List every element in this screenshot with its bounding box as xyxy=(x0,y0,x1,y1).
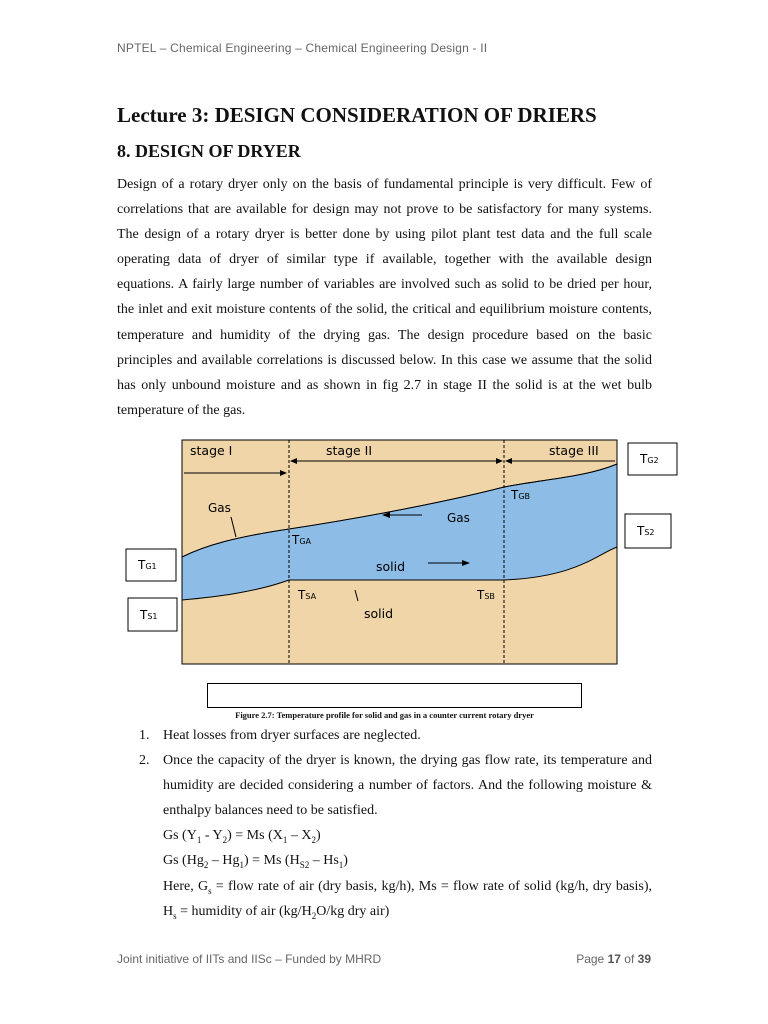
list-item-number: 1. xyxy=(139,728,150,743)
list-item-number: 2. xyxy=(139,753,150,769)
list-item-text: Heat losses from dryer surfaces are neglected. xyxy=(163,728,421,743)
figure-caption: Figure 2.7: Temperature profile for solid and gas in a counter current rotary dryer xyxy=(235,710,534,720)
figure-diagram xyxy=(126,437,678,667)
solid-flow-label: solid xyxy=(376,559,406,574)
page-number: Page 17 of 39 xyxy=(576,952,651,966)
tgb-label: TGB xyxy=(511,488,531,502)
tg2-label: TG2 xyxy=(640,452,659,466)
caption-frame xyxy=(207,683,582,708)
enthalpy-balance-equation: Gs $(Hg_2 - Hg_1) = Ms$ $(H_{S2} - Hs_1)$ xyxy=(163,853,348,871)
tsa-label: TSA xyxy=(298,588,317,602)
stage-1-label: stage I xyxy=(190,443,233,458)
tg1-label: TG1 xyxy=(138,558,157,572)
design-assumptions-list xyxy=(117,723,652,924)
running-header: NPTEL – Chemical Engineering – Chemical Engineering Design - II xyxy=(117,41,488,55)
lecture-title: Lecture 3: DESIGN CONSIDERATION OF DRIERS xyxy=(117,103,597,127)
list-item xyxy=(117,748,652,823)
footer-credit: Joint initiative of IITs and IISc – Funded by MHRD xyxy=(117,952,382,966)
list-item-text: Once the capacity of the dryer is known, the drying gas flow rate, its temperature and humidity are decided considering a number of factors. And the following moisture & enthalpy balances need to be satisfied. xyxy=(163,753,652,819)
tga-label: TGA xyxy=(292,533,312,547)
moisture-balance-equation: Gs $(Y_1 - Y_2) = Ms$ $(X_1 - X_2)$ xyxy=(163,828,321,846)
stage-2-label: stage II xyxy=(326,443,373,458)
list-item xyxy=(117,723,652,748)
temperature-profile-figure xyxy=(126,437,678,667)
solid-bottom-label: solid xyxy=(364,606,394,621)
stage-3-label: stage III xyxy=(549,443,599,458)
ts2-label: TS2 xyxy=(637,524,655,538)
section-title: 8. DESIGN OF DRYER xyxy=(117,141,301,161)
ts1-label: TS1 xyxy=(140,608,158,622)
tsb-label: TSB xyxy=(477,588,495,602)
gas-label: Gas xyxy=(208,501,231,515)
variable-definitions: Here, $G_s$ = flow rate of air (dry basis, kg/h), Ms = flow rate of solid (kg/h, dry basis), $H_s$ = humidity of air ($kg/H_2O/kg$ dry air) xyxy=(163,878,653,921)
body-paragraph: Design of a rotary dryer only on the basis of fundamental principle is very difficult. Few of correlations that are available for design may not prove to be satisfactory for many systems. The design of a rotary dryer is better done by using pilot plant test data and the full scale operating data of dryer of similar type if available, together with the available design equations. A fairly large number of variables are involved such as solid to be dried per hour, the inlet and exit moisture contents of the solid, the critical and equilibrium moisture contents, temperature and humidity of the drying gas. The design procedure based on the basic principles and available correlations is discussed below. In this case we assume that the solid has only unbound moisture and as shown in fig 2.7 in stage II the solid is at the wet bulb temperature of the gas. xyxy=(117,177,652,418)
gas-flow-label: Gas xyxy=(447,511,470,525)
